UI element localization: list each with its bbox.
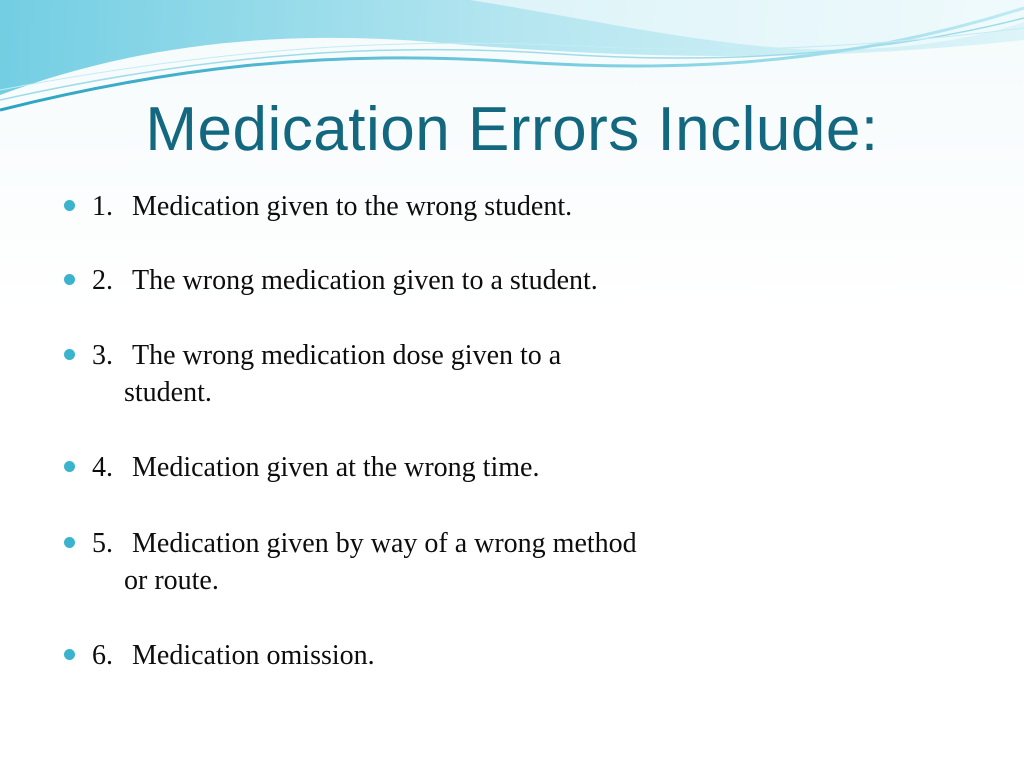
item-text-continuation: or route. bbox=[124, 565, 219, 596]
item-number: 6. bbox=[92, 640, 113, 671]
item-text: The wrong medication dose given to a bbox=[132, 340, 562, 371]
bullet-dot bbox=[64, 649, 75, 660]
slide-title: Medication Errors Include: bbox=[145, 95, 879, 164]
item-text-continuation: student. bbox=[124, 377, 212, 408]
item-text: Medication given by way of a wrong method bbox=[132, 528, 637, 559]
item-text: Medication omission. bbox=[132, 640, 375, 671]
item-number: 1. bbox=[92, 191, 113, 222]
item-text: The wrong medication given to a student. bbox=[132, 265, 598, 296]
item-number: 2. bbox=[92, 265, 113, 296]
item-text: Medication given at the wrong time. bbox=[132, 452, 540, 483]
bullet-dot bbox=[64, 200, 75, 211]
item-text: Medication given to the wrong student. bbox=[132, 191, 573, 222]
bullet-dot bbox=[64, 537, 75, 548]
item-number: 4. bbox=[92, 452, 113, 483]
item-number: 3. bbox=[92, 340, 113, 371]
item-number: 5. bbox=[92, 528, 113, 559]
bullet-dot bbox=[64, 461, 75, 472]
bullet-dot bbox=[64, 349, 75, 360]
bullet-dot bbox=[64, 274, 75, 285]
